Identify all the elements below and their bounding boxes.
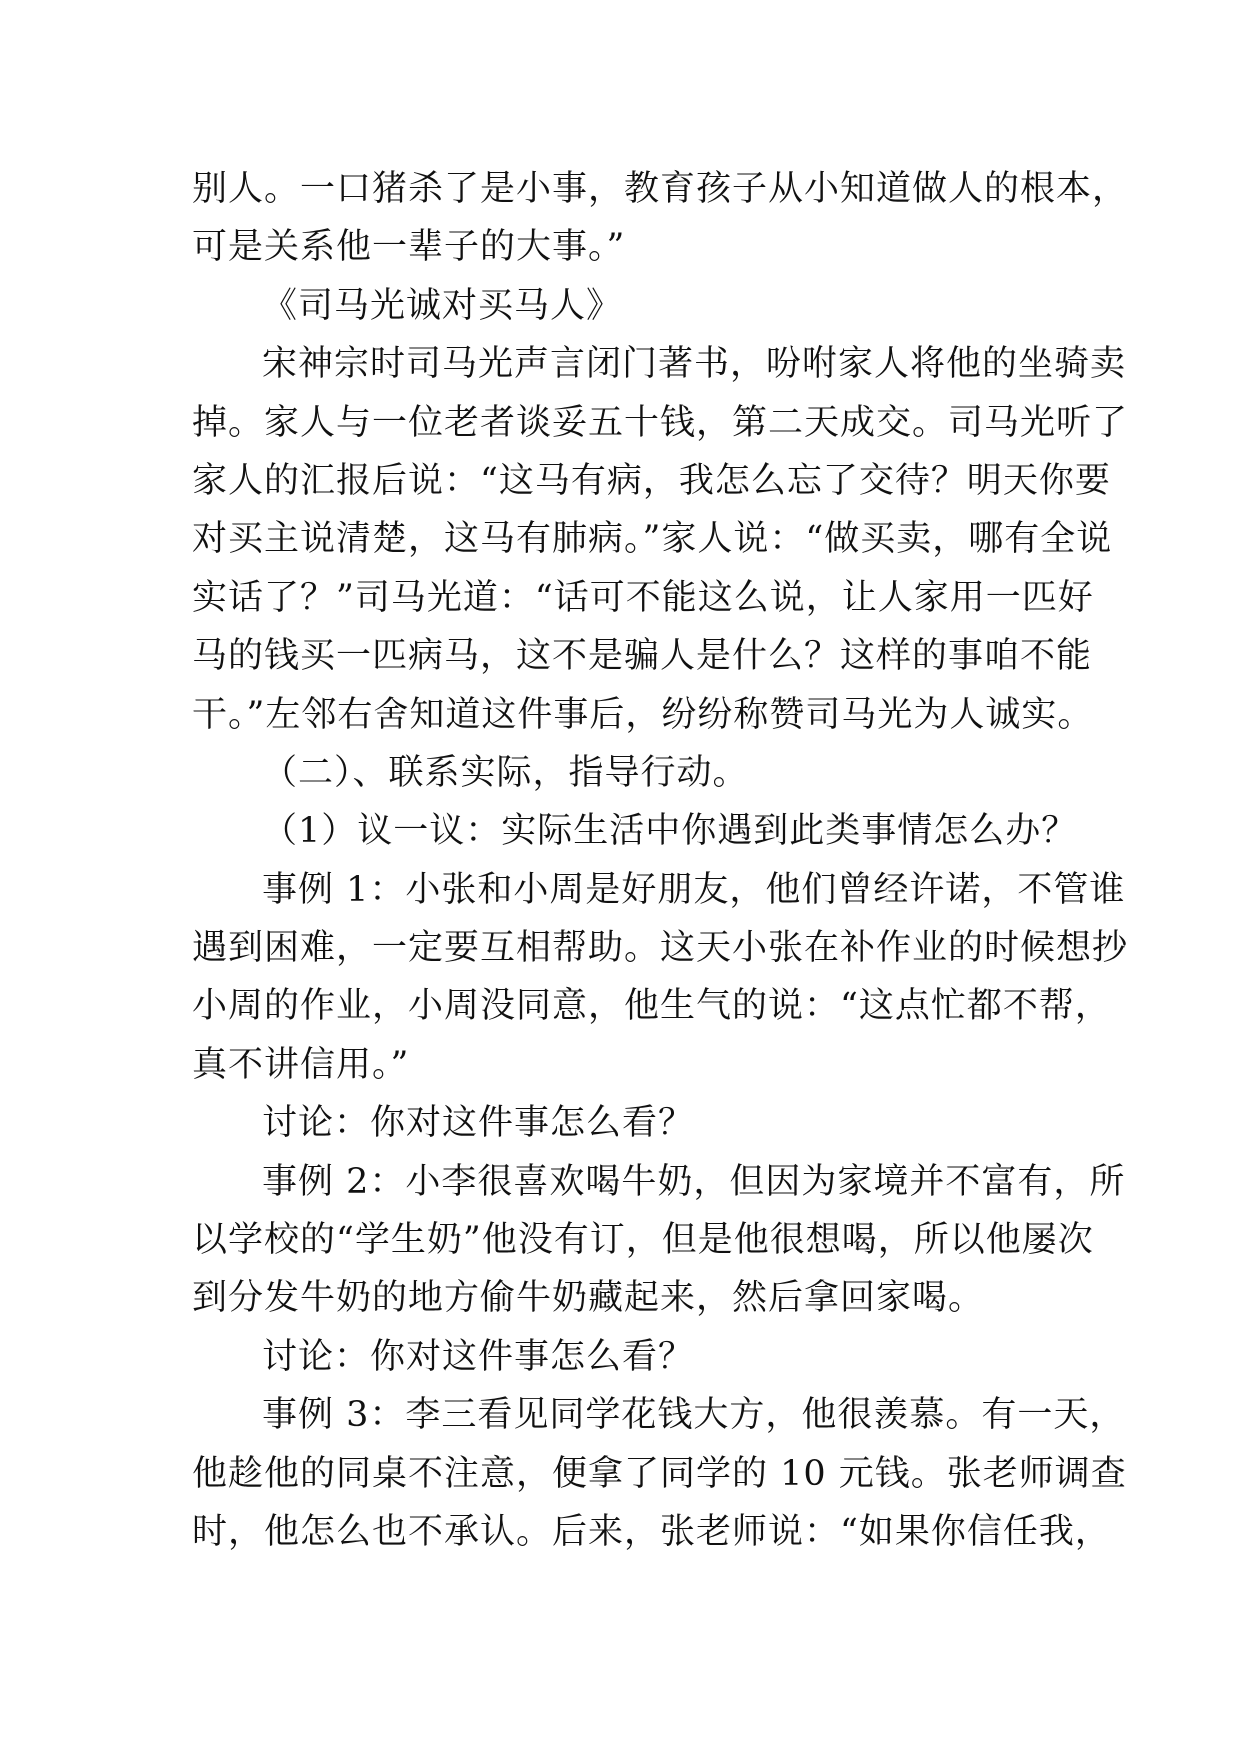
text-line: 到分发牛奶的地方偷牛奶藏起来，然后拿回家喝。 [192, 1278, 985, 1319]
discussion-prompt: 讨论：你对这件事怎么看？ [262, 1336, 695, 1377]
text-line: 事例 2：小李很喜欢喝牛奶，但因为家境并不富有，所 [262, 1161, 1126, 1202]
text-line: 掉。家人与一位老者谈妥五十钱，第二天成交。司马光听了 [192, 402, 1129, 443]
text-line: 小周的作业，小周没同意，他生气的说：“这点忙都不帮， [192, 986, 1111, 1027]
text-line: 别人。一口猪杀了是小事，教育孩子从小知道做人的根本， [192, 169, 1129, 209]
discussion-prompt: 讨论：你对这件事怎么看？ [262, 1103, 695, 1144]
text-line: 干。”左邻右舍知道这件事后，纷纷称赞司马光为人诚实。 [192, 694, 1094, 735]
text-line: 真不讲信用。” [192, 1044, 410, 1085]
text-line: 家人的汇报后说：“这马有病，我怎么忘了交待？明天你要 [192, 460, 1111, 501]
section-heading: （二）、联系实际，指导行动。 [262, 752, 749, 793]
text-line: 对买主说清楚，这马有肺病。”家人说：“做买卖，哪有全说 [192, 519, 1113, 560]
subsection-heading: （1）议一议：实际生活中你遇到此类事情怎么办？ [262, 811, 1078, 852]
story-title: 《司马光诚对买马人》 [262, 285, 623, 326]
text-line: 马的钱买一匹病马，这不是骗人是什么？这样的事咱不能 [192, 636, 1093, 677]
body-text [192, 160, 1129, 1561]
text-line: 时，他怎么也不承认。后来，张老师说：“如果你信任我， [192, 1511, 1111, 1552]
text-line: 事例 1：小张和小周是好朋友，他们曾经许诺，不管谁 [262, 869, 1126, 910]
text-line: 可是关系他一辈子的大事。” [192, 227, 626, 268]
text-line: 宋神宗时司马光声言闭门著书，吩咐家人将他的坐骑卖 [262, 344, 1127, 385]
text-line: 实话了？”司马光道：“话可不能这么说，让人家用一匹好 [192, 577, 1094, 618]
text-line: 遇到困难，一定要互相帮助。这天小张在补作业的时候想抄 [192, 928, 1129, 969]
text-line: 以学校的“学生奶”他没有订，但是他很想喝，所以他屡次 [192, 1220, 1094, 1261]
text-line: 他趁他的同桌不注意，便拿了同学的 10 元钱。张老师调查 [192, 1453, 1127, 1494]
text-line: 事例 3：李三看见同学花钱大方，他很羡慕。有一天， [262, 1395, 1126, 1436]
